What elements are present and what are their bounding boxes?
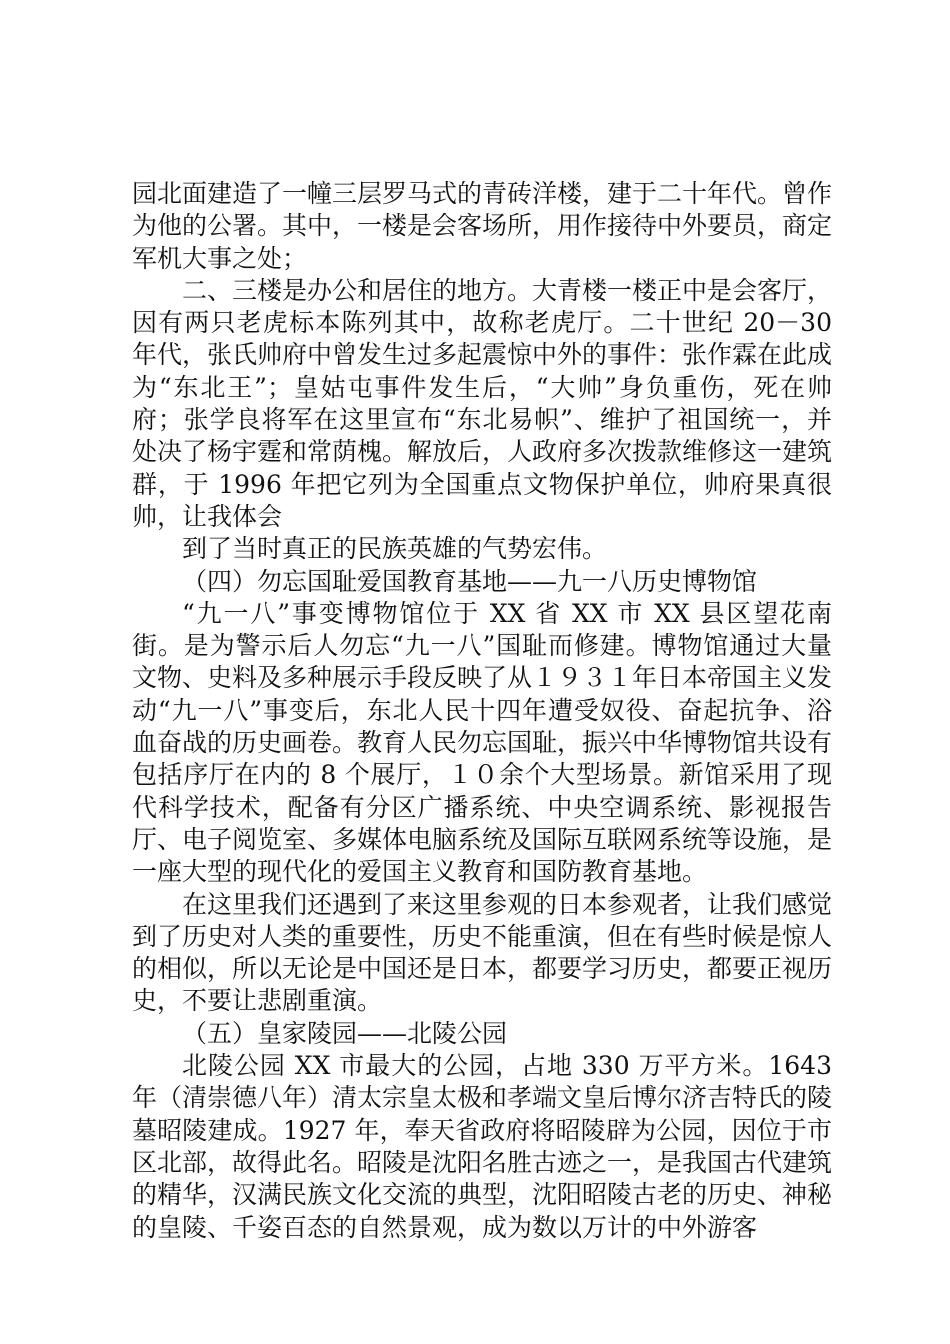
paragraph-japanese-visitors: 在这里我们还遇到了来这里参观的日本参观者，让我们感觉到了历史对人类的重要性，历史不能重演，但在有些时候是惊人的相似，所以无论是中国还是日本，都要学习历史，都要正视历史，不要让悲剧重演。 <box>132 889 833 1016</box>
paragraph-918-museum: “九一八”事变博物馆位于 XX 省 XX 市 XX 县区望花南街。是为警示后人勿忘“九一八”国耻而修建。博物馆通过大量文物、史料及多种展示手段反映了从１９３１年日本帝国主义发动“九一八”事变后，东北人民十四年遭受奴役、奋起抗争、浴血奋战的历史画卷。教育人民勿忘国耻，振兴中华博物馆共设有包括序厅在内的 8 个展厅，１０余个大型场景。新馆采用了现代科学技术，配备有分区广播系统、中央空调系统、影视报告厅、电子阅览室、多媒体电脑系统及国际互联网系统等设施，是一座大型的现代化的爱国主义教育和国防教育基地。 <box>132 598 833 887</box>
paragraph-minzu-yingxiong: 到了当时真正的民族英雄的气势宏伟。 <box>182 534 608 564</box>
paragraph-beiling-park: 北陵公园 XX 市最大的公园，占地 330 万平方米。1643 年（清崇德八年）清太宗皇太极和孝端文皇后博尔济吉特氏的陵墓昭陵建成。1927 年，奉天省政府将昭陵辟为公园，因位于市区北部，故得此名。昭陵是沈阳名胜古迹之一，是我国古代建筑的精华，汉满民族文化交流的典型，沈阳昭陵古老的历史、神秘的皇陵、千姿百态的自然景观，成为数以万计的中外游客 <box>132 1051 833 1242</box>
paragraph-yuanbei: 园北面建造了一幢三层罗马式的青砖洋楼，建于二十年代。曾作为他的公署。其中，一楼是会客场所，用作接待中外要员，商定军机大事之处； <box>132 179 833 273</box>
paragraph-sanlou: 二、三楼是办公和居住的地方。大青楼一楼正中是会客厅，因有两只老虎标本陈列其中，故称老虎厅。二十世纪 20－30 年代，张氏帅府中曾发生过多起震惊中外的事件：张作霖在此成为“东北王”；皇姑屯事件发生后，“大帅”身负重伤，死在帅府；张学良将军在这里宣布“东北易帜”、维护了祖国统一，并处决了杨宇霆和常荫槐。解放后，人政府多次拨款维修这一建筑群，于 1996 年把它列为全国重点文物保护单位，帅府果真很帅，让我体会 <box>132 275 833 531</box>
section-heading-918-museum: （四）勿忘国耻爱国教育基地——九一八历史博物馆 <box>182 566 758 596</box>
document-body <box>132 178 832 1244</box>
section-heading-beiling-park: （五）皇家陵园——北陵公园 <box>182 1018 508 1048</box>
